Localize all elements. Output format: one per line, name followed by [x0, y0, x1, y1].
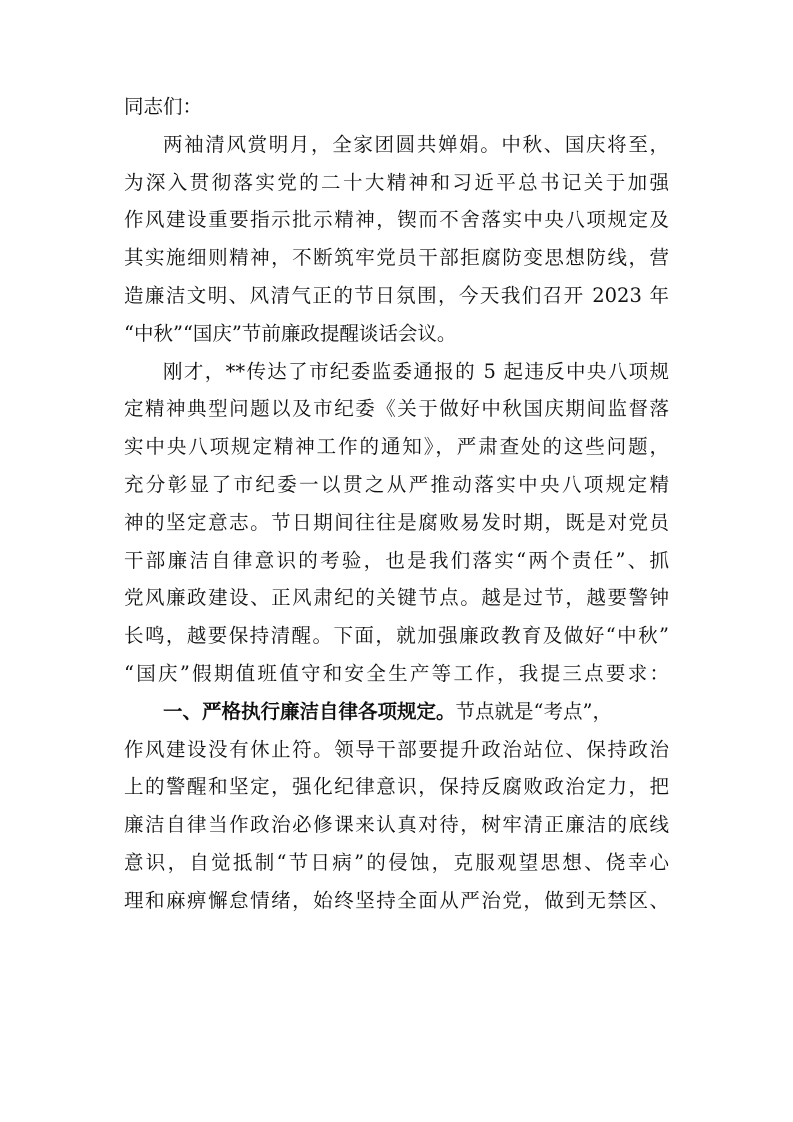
paragraph-2-line-8: 长鸣，越要保持清醒。下面，就加强廉政教育及做好“中秋”: [124, 624, 669, 648]
paragraph-2-line-3: 实中央八项规定精神工作的通知》，严肃查处的这些问题，: [124, 435, 669, 459]
paragraph-2-line-1: 刚才，**传达了市纪委监委通报的 5 起违反中央八项规: [163, 359, 669, 383]
section-heading-line: [124, 693, 669, 731]
paragraph-1-line-5: 造廉洁文明、风清气正的节日氛围，今天我们召开 2023 年: [124, 283, 669, 307]
paragraph-2-line-5: 神的坚定意志。节日期间往往是腐败易发时期，既是对党员: [124, 510, 669, 534]
paragraph-1-line-1: 两袖清风赏明月，全家团圆共婵娟。中秋、国庆将至，: [163, 132, 669, 156]
document-body: [124, 88, 669, 920]
section-heading-tail: 节点就是“考点”，: [455, 699, 612, 723]
paragraph-2-line-6: 干部廉洁自律意识的考验，也是我们落实“两个责任”、抓: [124, 548, 669, 572]
section-heading: 一、严格执行廉洁自律各项规定。: [163, 699, 456, 723]
paragraph-2-line-7: 党风廉政建设、正风肃纪的关键节点。越是过节，越要警钟: [124, 586, 669, 610]
paragraph-3-line-3: 上的警醒和坚定，强化纪律意识，保持反腐败政治定力，把: [124, 775, 669, 799]
paragraph-3-line-6: 理和麻痹懈怠情绪，始终坚持全面从严治党，做到无禁区、: [124, 888, 669, 912]
paragraph-2-line-4: 充分彰显了市纪委一以贯之从严推动落实中央八项规定精: [124, 472, 669, 496]
paragraph-3-line-2: 作风建设没有休止符。领导干部要提升政治站位、保持政治: [124, 737, 669, 761]
salutation: 同志们：: [124, 95, 203, 118]
paragraph-2-line-2: 定精神典型问题以及市纪委《关于做好中秋国庆期间监督落: [124, 397, 669, 421]
paragraph-1-line-4: 其实施细则精神，不断筑牢党员干部拒腐防变思想防线，营: [124, 246, 669, 270]
paragraph-2-line-9: “国庆”假期值班值守和安全生产等工作，我提三点要求：: [124, 661, 669, 685]
paragraph-1-line-2: 为深入贯彻落实党的二十大精神和习近平总书记关于加强: [124, 170, 669, 194]
paragraph-3-line-5: 意识，自觉抵制“节日病”的侵蚀，克服观望思想、侥幸心: [124, 850, 669, 874]
paragraph-1-line-3: 作风建设重要指示批示精神，锲而不舍落实中央八项规定及: [124, 208, 669, 232]
paragraph-1-line-6: “中秋”“国庆”节前廉政提醒谈话会议。: [124, 321, 457, 345]
paragraph-3-line-4: 廉洁自律当作政治必修课来认真对待，树牢清正廉洁的底线: [124, 813, 669, 837]
